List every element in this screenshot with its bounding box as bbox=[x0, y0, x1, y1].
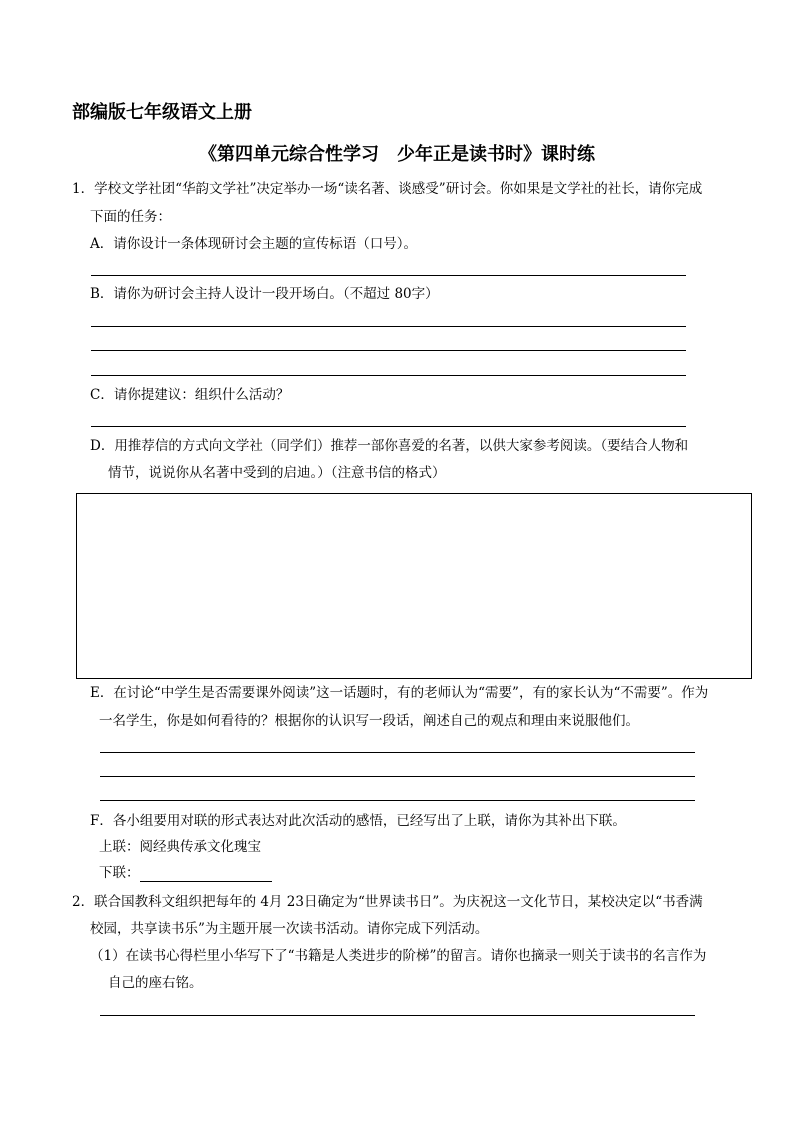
q1-d-prompt-line2: 情节，说说你从名著中受到的启迪。）（注意书信的格式） bbox=[108, 465, 446, 481]
letter-answer-box[interactable] bbox=[76, 493, 752, 679]
couplet-lower-blank[interactable] bbox=[140, 866, 272, 882]
q1-intro-line1: 1．学校文学社团“华韵文学社”决定举办一场“读名著、谈感受”研讨会。你如果是文学社的社长，请你完成 bbox=[72, 181, 703, 197]
q2-p1-prompt-line1: （1）在读书心得栏里小华写下了“书籍是人类进步的阶梯”的留言。请你也摘录一则关于读书的名言作为 bbox=[90, 948, 707, 964]
answer-line-e2[interactable] bbox=[100, 776, 695, 777]
q1-b-prompt: B．请你为研讨会主持人设计一段开场白。（不超过 80字） bbox=[90, 286, 439, 302]
answer-line-q2-1[interactable] bbox=[100, 1015, 695, 1016]
q2-intro-line1: 2．联合国教科文组织把每年的 4月 23日确定为“世界读书日”。为庆祝这一文化节日，某校决定以“书香满 bbox=[72, 894, 703, 910]
answer-line-e1[interactable] bbox=[100, 752, 695, 753]
answer-line-b3[interactable] bbox=[91, 375, 686, 376]
q2-intro-line2: 校园，共享读书乐”为主题开展一次读书活动。请你完成下列活动。 bbox=[90, 921, 489, 937]
answer-line-b1[interactable] bbox=[91, 326, 686, 327]
answer-line-b2[interactable] bbox=[91, 350, 686, 351]
q1-intro-line2: 下面的任务： bbox=[90, 209, 171, 225]
couplet-lower-label: 下联： bbox=[99, 865, 140, 881]
answer-line-c[interactable] bbox=[91, 426, 686, 427]
document-header: 部编版七年级语文上册 bbox=[72, 102, 252, 123]
answer-line-a[interactable] bbox=[91, 275, 686, 276]
couplet-upper: 上联：阅经典传承文化瑰宝 bbox=[99, 839, 261, 855]
couplet-lower-row bbox=[99, 864, 272, 882]
answer-line-e3[interactable] bbox=[100, 800, 695, 801]
q1-c-prompt: C．请你提建议：组织什么活动？ bbox=[90, 387, 290, 403]
q1-e-prompt-line1: E．在讨论“中学生是否需要课外阅读”这一话题时，有的老师认为“需要”，有的家长认为“不需要”。作为 bbox=[90, 685, 709, 701]
document-title: 《第四单元综合性学习 少年正是读书时》课时练 bbox=[199, 144, 595, 165]
q1-a-prompt: A．请你设计一条体现研讨会主题的宣传标语（口号）。 bbox=[90, 236, 417, 252]
q1-d-prompt-line1: D．用推荐信的方式向文学社（同学们）推荐一部你喜爱的名著，以供大家参考阅读。（要结合人物和 bbox=[90, 438, 689, 454]
q1-f-prompt: F．各小组要用对联的形式表达对此次活动的感悟，已经写出了上联，请你为其补出下联。 bbox=[90, 813, 626, 829]
q1-e-prompt-line2: 一名学生，你是如何看待的？根据你的认识写一段话，阐述自己的观点和理由来说服他们。 bbox=[99, 713, 639, 729]
q2-p1-prompt-line2: 自己的座右铭。 bbox=[108, 975, 203, 991]
